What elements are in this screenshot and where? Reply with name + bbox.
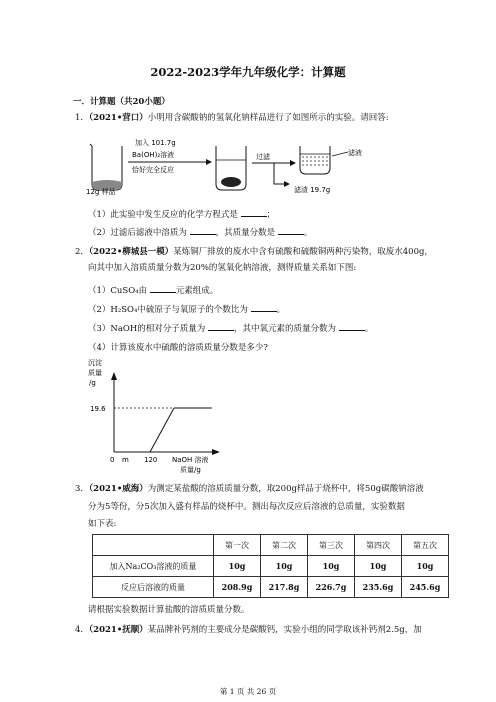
table-cell: 10g [214, 556, 261, 577]
graph-yvalue: 19.6 [90, 405, 106, 413]
question-text: 为测定某盐酸的溶质质量分数，取200g样品于烧杯中，将50g碳酸钠溶液 [147, 484, 424, 494]
table-cell: 208.9g [214, 577, 261, 598]
table-row [93, 556, 449, 577]
question-3-instruction: 请根据实验数据计算盐酸的溶质质量分数。 [88, 605, 250, 615]
answer-blank[interactable] [150, 284, 176, 293]
part-text: ，其中氧元素的质量分数为 [234, 324, 337, 334]
answer-blank[interactable] [241, 208, 267, 217]
table-cell: 10g [308, 556, 355, 577]
add-amount-label: 加入 101.7g [135, 139, 176, 147]
table-row [93, 577, 449, 598]
sample-label: 12g 样品 [86, 188, 116, 196]
question-number: 4． [75, 625, 89, 635]
precipitate-graph [84, 356, 224, 474]
graph-xm: m [122, 456, 129, 464]
table-cell: 10g [355, 556, 402, 577]
question-text: 某品牌补钙剂的主要成分是碳酸钙，实验小组的同学取该补钙剂2.5g，加 [147, 625, 422, 635]
answer-blank[interactable] [278, 226, 304, 235]
question-source: （2022•柳城县一模） [88, 247, 174, 257]
question-source: （2021•营口） [88, 113, 148, 123]
graph-ylabel-2: 质量 [88, 369, 102, 377]
residue-label: 滤渣 19.7g [294, 186, 331, 194]
question-1-part-2 [88, 226, 312, 239]
graph-ylabel-3: /g [89, 379, 96, 387]
answer-blank[interactable] [339, 322, 365, 331]
question-1-stem [75, 112, 389, 124]
y-axis-arrow-icon [111, 372, 117, 380]
filter-label: 过滤 [256, 153, 270, 161]
table-cell: 10g [261, 556, 308, 577]
part-text: 元素组成。 [175, 286, 219, 296]
part-text-end: 。 [364, 324, 374, 334]
table-header-cell: 第四次 [355, 535, 402, 556]
experiment-figure [80, 132, 410, 202]
beaker-3-icon [300, 146, 330, 174]
filtrate-label: 滤液 [348, 149, 362, 157]
part-text: （2）H₂SO₄中硫原子与氧原子的个数比为 [88, 305, 248, 315]
reagent-label: Ba(OH)₂溶液 [132, 151, 175, 159]
graph-xlabel-2: 质量/g [180, 466, 201, 474]
page-footer: 第 1 页 共 26 页 [219, 687, 277, 696]
table-cell: 226.7g [308, 577, 355, 598]
table-cell: 217.8g [261, 577, 308, 598]
data-table [92, 534, 449, 598]
answer-blank[interactable] [251, 303, 277, 312]
table-header-cell [93, 535, 214, 556]
graph-xlabel-1: NaOH 溶液 [172, 456, 209, 464]
question-3-stem [75, 483, 424, 495]
part-text-end: 。 [303, 228, 313, 238]
question-2-part-4: （4）计算该废水中硫酸的溶质质量分数是多少? [88, 343, 268, 353]
table-cell: 245.6g [402, 577, 449, 598]
x-axis-arrow-icon [212, 449, 220, 455]
question-text: 小明用含碳酸钠的氢氧化钠样品进行了如图所示的实验。请回答: [147, 113, 389, 123]
part-text-end: 。 [276, 305, 286, 315]
question-3-stem-cont-2: 如下表: [88, 519, 117, 529]
section-heading: 一．计算题（共20小题） [73, 97, 170, 107]
part-text-end: ； [266, 210, 276, 220]
table-cell: 反应后溶液的质量 [93, 577, 214, 598]
question-2-part-2 [88, 303, 285, 316]
answer-blank[interactable] [208, 322, 234, 331]
page-title: 2022-2023学年九年级化学：计算题 [150, 65, 346, 79]
part-text: （2）过滤后滤液中溶质为 [88, 228, 187, 238]
part-text: ，其质量分数是 [215, 228, 276, 238]
reaction-label: 恰好完全反应 [132, 166, 174, 174]
question-number: 3． [75, 484, 89, 494]
graph-x120: 120 [144, 456, 158, 464]
table-header-cell: 第二次 [261, 535, 308, 556]
table-cell: 235.6g [355, 577, 402, 598]
question-2-part-3 [88, 322, 373, 335]
graph-rising-segment [150, 408, 174, 452]
part-text: （1）此实验中发生反应的化学方程式是 [88, 210, 238, 220]
question-number: 2． [75, 247, 89, 257]
beaker-1-icon [90, 144, 122, 190]
table-header-cell: 第一次 [214, 535, 261, 556]
part-text: （1）CuSO₄由 [88, 286, 148, 296]
question-source: （2021•抚顺） [88, 625, 148, 635]
question-4-stem [75, 624, 422, 636]
answer-blank[interactable] [190, 226, 216, 235]
graph-ylabel-1: 沉淀 [88, 359, 102, 367]
question-number: 1． [75, 113, 89, 123]
graph-x0: 0 [110, 456, 115, 464]
question-source: （2021•威海） [88, 484, 148, 494]
question-3-stem-cont: 分为5等份，分5次加入盛有样品的烧杯中。测出每次反应后溶液的总质量，实验数据 [88, 502, 405, 512]
table-header-cell: 第五次 [402, 535, 449, 556]
beaker-2-icon [216, 146, 246, 190]
part-text: （3）NaOH的相对分子质量为 [88, 324, 206, 334]
table-cell: 加入Na₂CO₃溶液的质量 [93, 556, 214, 577]
table-header-row [93, 535, 449, 556]
question-text: 某炼铜厂排放的废水中含有硫酸和硫酸铜两种污染物，取废水400g， [173, 247, 433, 257]
table-cell: 10g [402, 556, 449, 577]
question-2-stem-cont: 向其中加入溶质质量分数为20%的氢氧化钠溶液，测得质量关系如下图: [88, 263, 357, 273]
table-header-cell: 第三次 [308, 535, 355, 556]
question-2-stem [75, 246, 433, 258]
question-1-part-1 [88, 208, 275, 221]
question-2-part-1 [88, 284, 218, 297]
